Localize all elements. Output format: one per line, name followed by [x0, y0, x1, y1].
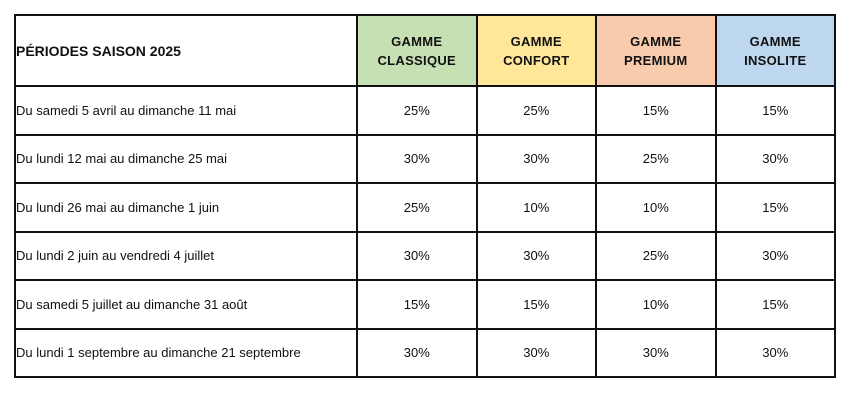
value-cell-classique: 15%	[357, 280, 477, 329]
value-cell-classique: 30%	[357, 232, 477, 281]
table-row	[15, 86, 835, 135]
table-row	[15, 183, 835, 232]
value-cell-insolite: 15%	[716, 183, 836, 232]
value-cell-classique: 30%	[357, 135, 477, 184]
gamme-classique-line1: GAMME	[391, 33, 443, 49]
table-row	[15, 135, 835, 184]
period-cell: Du lundi 12 mai au dimanche 25 mai	[15, 135, 357, 184]
period-cell: Du lundi 2 juin au vendredi 4 juillet	[15, 232, 357, 281]
value-cell-confort: 30%	[477, 232, 597, 281]
table-row	[15, 280, 835, 329]
gamme-confort-header	[477, 15, 597, 86]
period-cell: Du lundi 26 mai au dimanche 1 juin	[15, 183, 357, 232]
value-cell-classique: 25%	[357, 183, 477, 232]
value-cell-confort: 15%	[477, 280, 597, 329]
value-cell-insolite: 30%	[716, 232, 836, 281]
gamme-insolite-line2: INSOLITE	[744, 52, 807, 68]
value-cell-premium: 30%	[596, 329, 716, 378]
gamme-insolite-line1: GAMME	[749, 33, 801, 49]
value-cell-insolite: 15%	[716, 86, 836, 135]
value-cell-classique: 30%	[357, 329, 477, 378]
value-cell-insolite: 30%	[716, 135, 836, 184]
gamme-classique-header	[357, 15, 477, 86]
value-cell-premium: 15%	[596, 86, 716, 135]
gamme-insolite-header	[716, 15, 836, 86]
season-discount-table	[14, 14, 836, 378]
value-cell-classique: 25%	[357, 86, 477, 135]
gamme-confort-line1: GAMME	[510, 33, 562, 49]
value-cell-confort: 30%	[477, 329, 597, 378]
value-cell-confort: 30%	[477, 135, 597, 184]
value-cell-premium: 10%	[596, 280, 716, 329]
value-cell-premium: 25%	[596, 232, 716, 281]
period-cell: Du samedi 5 avril au dimanche 11 mai	[15, 86, 357, 135]
periods-column-header: PÉRIODES SAISON 2025	[15, 15, 357, 86]
value-cell-confort: 25%	[477, 86, 597, 135]
gamme-classique-line2: CLASSIQUE	[377, 52, 457, 68]
gamme-premium-line2: PREMIUM	[624, 52, 688, 68]
gamme-premium-line1: GAMME	[630, 33, 682, 49]
value-cell-insolite: 30%	[716, 329, 836, 378]
value-cell-confort: 10%	[477, 183, 597, 232]
table-row	[15, 329, 835, 378]
period-cell: Du lundi 1 septembre au dimanche 21 septembre	[15, 329, 357, 378]
table-header-row	[15, 15, 835, 86]
table-row	[15, 232, 835, 281]
value-cell-premium: 10%	[596, 183, 716, 232]
value-cell-premium: 25%	[596, 135, 716, 184]
gamme-confort-line2: CONFORT	[503, 52, 570, 68]
gamme-premium-header	[596, 15, 716, 86]
value-cell-insolite: 15%	[716, 280, 836, 329]
period-cell: Du samedi 5 juillet au dimanche 31 août	[15, 280, 357, 329]
